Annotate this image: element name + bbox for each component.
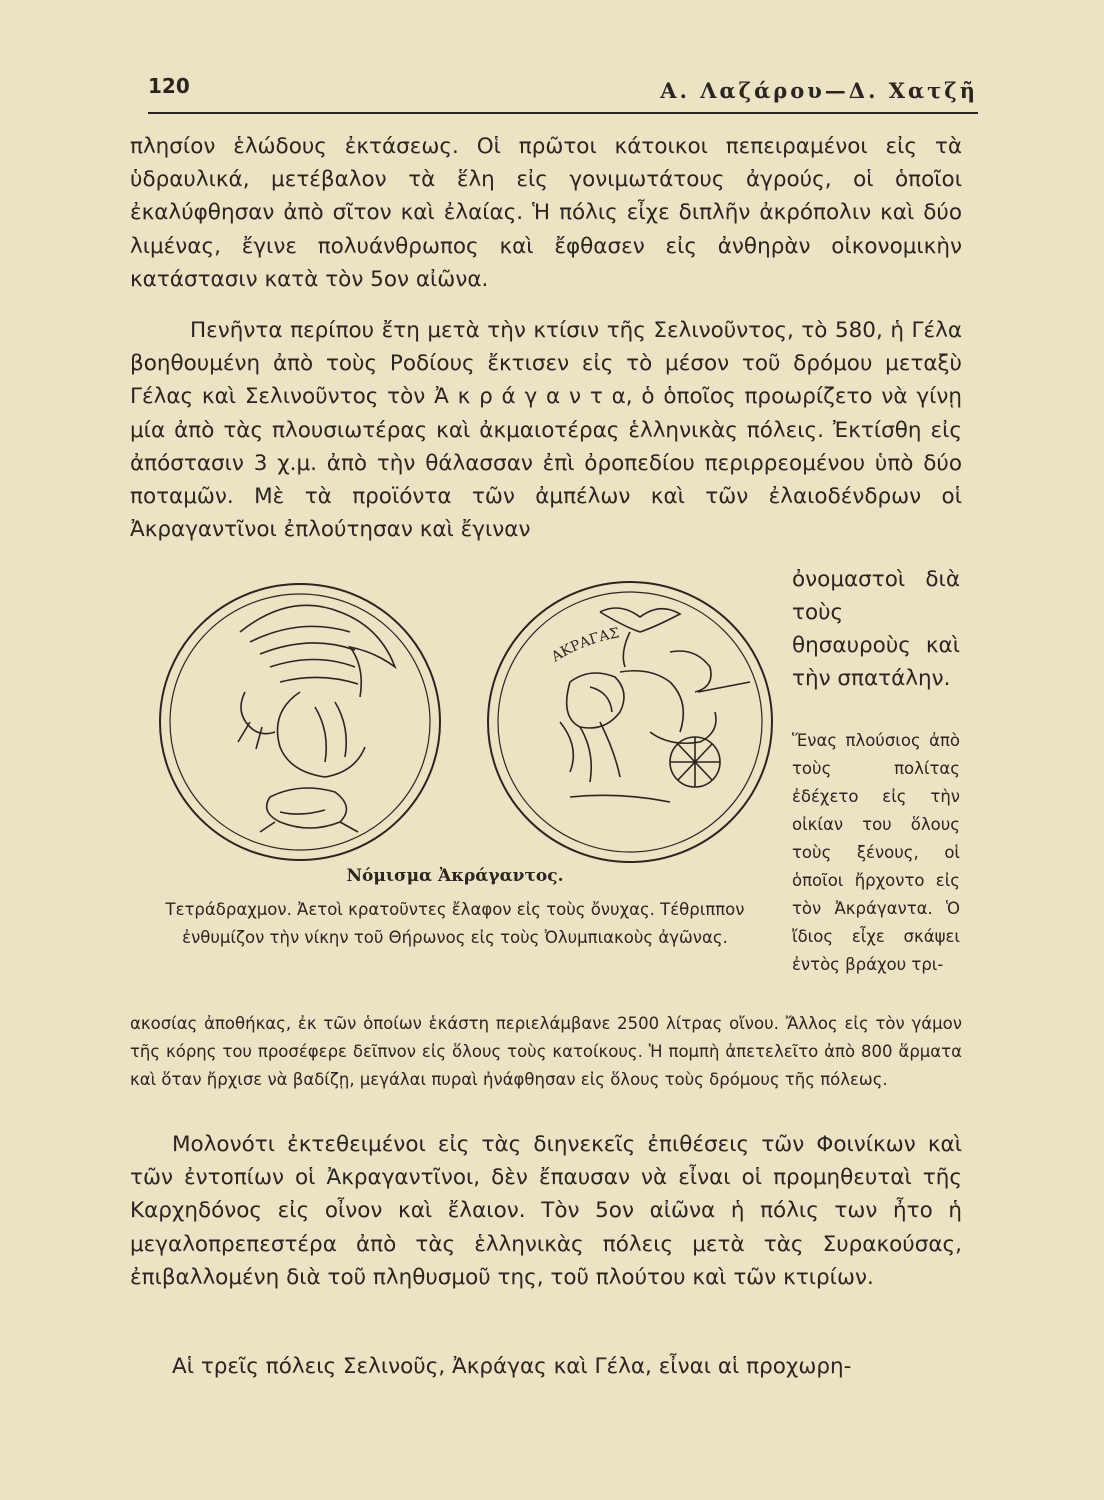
coin-obverse (160, 584, 440, 860)
paragraph-2: Πενῆντα περίπου ἔτη μετὰ τὴν κτίσιν τῆς Σελινοῦντος, τὸ 580, ἡ Γέλα βοηθουμένη ἀπὸ τοὺς Ροδίους ἔκτισεν εἰς τὸ μέσον τοῦ δρόμου μεταξὺ Γέλας καὶ Σελινοῦντος τὸν Ἀ κ ρ ά γ α ν τ α, ὁ ὁποῖος προωρίζετο νὰ γίνῃ μία ἀπὸ τὰς πλουσιωτέρας καὶ ἀκμαιοτέρας ἑλληνικὰς πόλεις. Ἐκτίσθη εἰς ἀπόστασιν 3 χ.μ. ἀπὸ τὴν θάλασσαν ἐπὶ ὀροπεδίου περιρρεομένου ὑπὸ δύο ποταμῶν. Μὲ τὰ προϊόντα τῶν ἀμπέλων καὶ τῶν ἐλαιοδένδρων οἱ Ἀκραγαντῖνοι ἐπλούτησαν καὶ ἔγιναν (130, 318, 962, 543)
small-print-continuation: ακοσίας ἀποθήκας, ἐκ τῶν ὁποίων ἑκάστη περιελάμβανε 2500 λίτρας οἴνου. Ἄλλος εἰς τὸν γάμον τῆς κόρης του προσέφερε δεῖπνον εἰς ὅλους τοὺς κατοίκους. Ἡ πομπὴ ἀπετελεῖτο ἀπὸ 800 ἅρματα καὶ ὅταν ἤρχισε νὰ βαδίζῃ, μεγάλαι πυραὶ ἠνάφθησαν εἰς ὅλους τοὺς δρόμους τῆς πόλεως. (130, 1014, 962, 1089)
side-note-text: Ἕνας πλούσιος ἀπὸ τοὺς πολίτας ἐδέχετο εἰς τὴν οἰκίαν του ὅλους τοὺς ξένους, οἱ ὁποῖοι ἤρχοντο εἰς τὸν Ἀκράγαντα. Ὁ ἴδιος εἶχε σκάψει ἐντὸς βράχου τρι- (792, 731, 960, 974)
coin-illustration (150, 572, 780, 872)
coin-legend: ΑΚΡΑΓΑΣ (548, 625, 621, 666)
running-head: Α. Λαζάρου—Δ. Χατζῆ (660, 78, 978, 103)
paragraph-3: Μολονότι ἐκτεθειμένοι εἰς τὰς διηνεκεῖς ἐπιθέσεις τῶν Φοινίκων καὶ τῶν ἐντοπίων οἱ Ἀκραγαντῖνοι, δὲν ἔπαυσαν νὰ εἶναι οἱ προμηθευταὶ τῆς Καρχηδόνος εἰς οἶνον καὶ ἔλαιον. Τὸν 5ον αἰῶνα ἡ πόλις των ἦτο ἡ μεγαλοπρεπεστέρα ἀπὸ τὰς ἑλληνικὰς πόλεις μετὰ τὰς Συρακούσας, ἐπιβαλλομένη διὰ τοῦ πληθυσμοῦ της, τοῦ πλούτου καὶ τῶν κτιρίων. (130, 1132, 962, 1290)
paragraph-4: Αἱ τρεῖς πόλεις Σελινοῦς, Ἀκράγας καὶ Γέλα, εἶναι αἱ προχωρη- (172, 1354, 852, 1379)
figure-caption-title: Νόμισμα Ἀκράγαντος. (346, 866, 564, 886)
coin-reverse (488, 582, 772, 862)
page-header (148, 72, 978, 114)
paragraph-2-continuation: ὀνομαστοὶ διὰ τοὺς θησαυροὺς καὶ τὴν σπατάλην. (792, 567, 960, 691)
figure-caption-body: Τετράδραχμον. Ἀετοὶ κρατοῦντες ἔλαφον εἰς τοὺς ὄνυχας. Τέθριππον ἐνθυμίζον τὴν νίκην τοῦ Θήρωνος εἰς τοὺς Ὀλυμπιακοὺς ἀγῶνας. (165, 900, 745, 947)
coin-figure (150, 572, 780, 872)
paragraph-1: πλησίον ἑλώδους ἐκτάσεως. Οἱ πρῶτοι κάτοικοι πεπειραμένοι εἰς τὰ ὑδραυλικά, μετέβαλον τὰ ἕλη εἰς γονιμωτάτους ἀγρούς, οἱ ὁποῖοι ἐκαλύφθησαν ἀπὸ σῖτον καὶ ἐλαίας. Ἡ πόλις εἶχε διπλῆν ἀκρόπολιν καὶ δύο λιμένας, ἔγινε πολυάνθρωπος καὶ ἔφθασεν εἰς ἀνθηρὰν οἰκονομικὴν κατάστασιν κατὰ τὸν 5ον αἰῶνα. (130, 134, 962, 292)
page-number: 120 (148, 74, 190, 98)
